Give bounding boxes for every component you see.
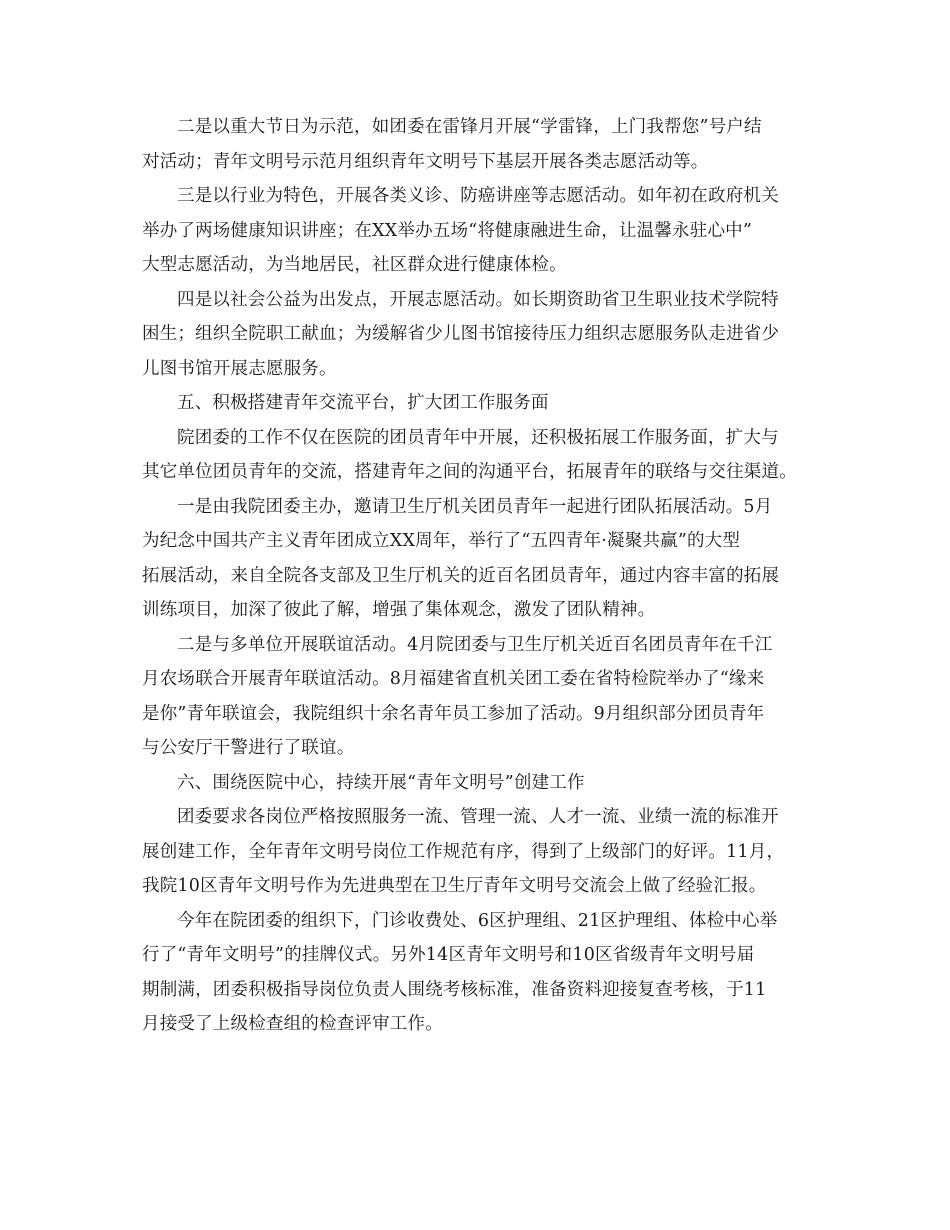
text-line: 月农场联合开展青年联谊活动。8月福建省直机关团工委在省特检院举办了“缘来 (142, 669, 765, 689)
text-line: 月接受了上级检查组的检查评审工作。 (142, 1014, 443, 1034)
text-line: 期制满，团委积极指导岗位负责人围绕考核标准，准备资料迎接复查考核，于11 (142, 979, 767, 1000)
text-line: 三是以行业为特色，开展各类义诊、防癌讲座等志愿活动。如年初在政府机关 (177, 186, 779, 206)
text-line: 二是与多单位开展联谊活动。4月院团委与卫生厅机关近百名团员青年在千江 (177, 634, 773, 655)
text-line: 举办了两场健康知识讲座；在XX举办五场“将健康融进生命，让温馨永驻心中” (142, 220, 753, 241)
text-line: 五、积极搭建青年交流平台，扩大团工作服务面 (177, 393, 549, 413)
text-line: 团委要求各岗位严格按照服务一流、管理一流、人才一流、业绩一流的标准开 (177, 807, 779, 827)
text-line: 我院10区青年文明号作为先进典型在卫生厅青年文明号交流会上做了经验汇报。 (142, 876, 767, 896)
text-line: 四是以社会公益为出发点，开展志愿活动。如长期资助省卫生职业技术学院特 (177, 289, 779, 310)
text-line: 展创建工作，全年青年文明号岗位工作规范有序，得到了上级部门的好评。11月， (142, 841, 785, 862)
text-line: 对活动；青年文明号示范月组织青年文明号下基层开展各类志愿活动等。 (142, 151, 709, 172)
text-line: 行了“青年文明号”的挂牌仪式。另外14区青年文明号和10区省级青年文明号届 (142, 945, 755, 965)
text-line: 训练项目，加深了彼此了解，增强了集体观念，激发了团队精神。 (142, 600, 656, 620)
text-line: 今年在院团委的组织下，门诊收费处、6区护理组、21区护理组、体检中心举 (177, 910, 778, 931)
text-line: 六、围绕医院中心，持续开展“青年文明号”创建工作 (177, 772, 585, 793)
text-line: 大型志愿活动，为当地居民，社区群众进行健康体检。 (142, 255, 567, 275)
text-line: 与公安厅干警进行了联谊。 (142, 738, 355, 758)
text-line: 拓展活动，来自全院各支部及卫生厅机关的近百名团员青年，通过内容丰富的拓展 (142, 565, 780, 586)
text-line: 困生；组织全院职工献血；为缓解省少儿图书馆接待压力组织志愿服务队走进省少 (142, 324, 780, 344)
text-line: 其它单位团员青年的交流，搭建青年之间的沟通平台，拓展青年的联络与交往渠道。 (142, 462, 797, 482)
text-line: 儿图书馆开展志愿服务。 (142, 358, 337, 379)
text-line: 是你”青年联谊会，我院组织十余名青年员工参加了活动。9月组织部分团员青年 (142, 703, 765, 724)
text-line: 二是以重大节日为示范，如团委在雷锋月开展“学雷锋，上门我帮您”号户结 (177, 117, 762, 137)
text-line: 院团委的工作不仅在医院的团员青年中开展，还积极拓展工作服务面，扩大与 (177, 427, 779, 448)
text-line: 为纪念中国共产主义青年团成立XX周年，举行了“五四青年·凝聚共赢”的大型 (142, 531, 741, 551)
text-line: 一是由我院团委主办，邀请卫生厅机关团员青年一起进行团队拓展活动。5月 (177, 496, 773, 517)
document-body (142, 110, 822, 1042)
